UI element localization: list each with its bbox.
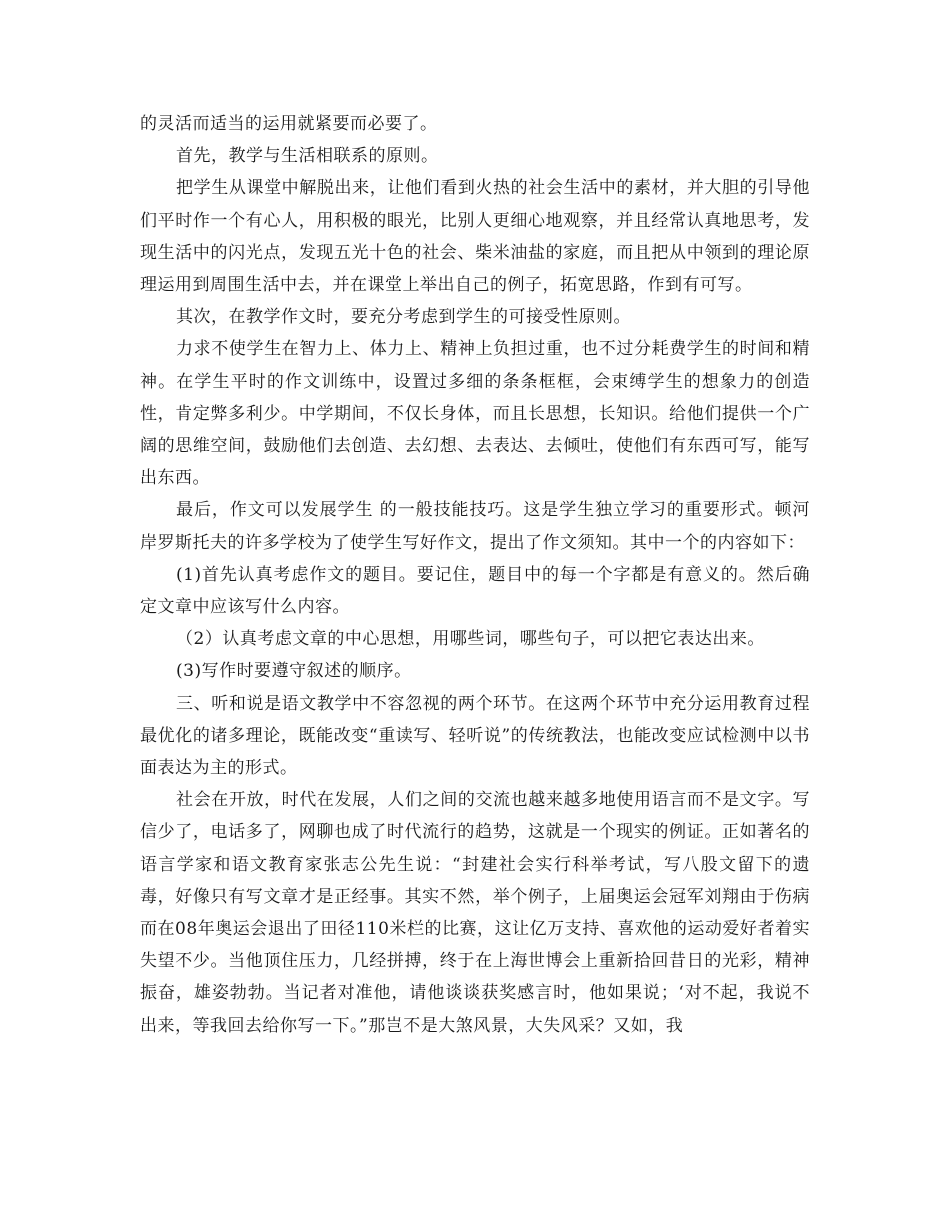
paragraph-continuation: 的灵活而适当的运用就紧要而必要了。 — [140, 114, 438, 134]
paragraph-society-language: 社会在开放，时代在发展，人们之间的交流也越来越多地使用语言而不是文字。写信少了，电话多了，网聊也成了时代流行的趋势，这就是一个现实的例证。正如著名的语言学家和语文教育家张志公先生说：“封建社会实行科举考试，写八股文留下的遗毒，好像只有写文章才是正经事。其实不然，举个例子，上届奥运会冠军刘翔由于伤病而在08年奥运会退出了田径110米栏的比赛，这让亿万支持、喜欢他的运动爱好者着实失望不少。当他顶住压力，几经拼搏，终于在上海世博会上重新拾回昔日的光彩，精神振奋，雄姿勃勃。当记者对准他，请他谈谈获奖感言时，他如果说；‘对不起，我说不出来，等我回去给你写一下。”那岂不是大煞风景，大失风采？又如，我 — [140, 790, 810, 1036]
list-item-2: （2）认真考虑文章的中心思想，用哪些词，哪些句子，可以把它表达出来。 — [176, 629, 765, 650]
paragraph-life-connection: 把学生从课堂中解脱出来，让他们看到火热的社会生活中的素材，并大胆的引导他们平时作一个有心人，用积极的眼光，比别人更细心地观察，并且经常认真地思考，发现生活中的闪光点，发现五光十色的社会、柴米油盐的家庭，而且把从中领到的理论原理运用到周围生活中去，并在课堂上举出自己的例子，拓宽思路，作到有可写。 — [140, 178, 810, 296]
paragraph-principle-first: 首先，教学与生活相联系的原则。 — [176, 146, 439, 167]
paragraph-acceptability: 力求不使学生在智力上、体力上、精神上负担过重，也不过分耗费学生的时间和精神。在学生平时的作文训练中，设置过多细的条条框框，会束缚学生的想象力的创造性，肯定弊多利少。中学期间，不仅长身体，而且长思想，长知识。给他们提供一个广阔的思维空间，鼓励他们去创造、去幻想、去表达、去倾吐，使他们有东西可写，能写出东西。 — [140, 339, 810, 489]
document-page — [140, 108, 810, 1042]
paragraph-principle-second: 其次，在教学作文时，要充分考虑到学生的可接受性原则。 — [176, 307, 631, 328]
section-three-heading: 三、听和说是语文教学中不容忽视的两个环节。在这两个环节中充分运用教育过程最优化的诸多理论，既能改变“重读写、轻听说”的传统教法，也能改变应试检测中以书面表达为主的形式。 — [140, 693, 810, 779]
list-item-3: (3)写作时要遵守叙述的顺序。 — [176, 661, 412, 682]
paragraph-principle-last: 最后，作文可以发展学生 的一般技能技巧。这是学生独立学习的重要形式。顿河岸罗斯托夫的许多学校为了使学生写好作文，提出了作文须知。其中一个的内容如下： — [140, 500, 810, 553]
list-item-1: (1)首先认真考虑作文的题目。要记住，题目中的每一个字都是有意义的。然后确定文章中应该写什么内容。 — [140, 564, 810, 618]
